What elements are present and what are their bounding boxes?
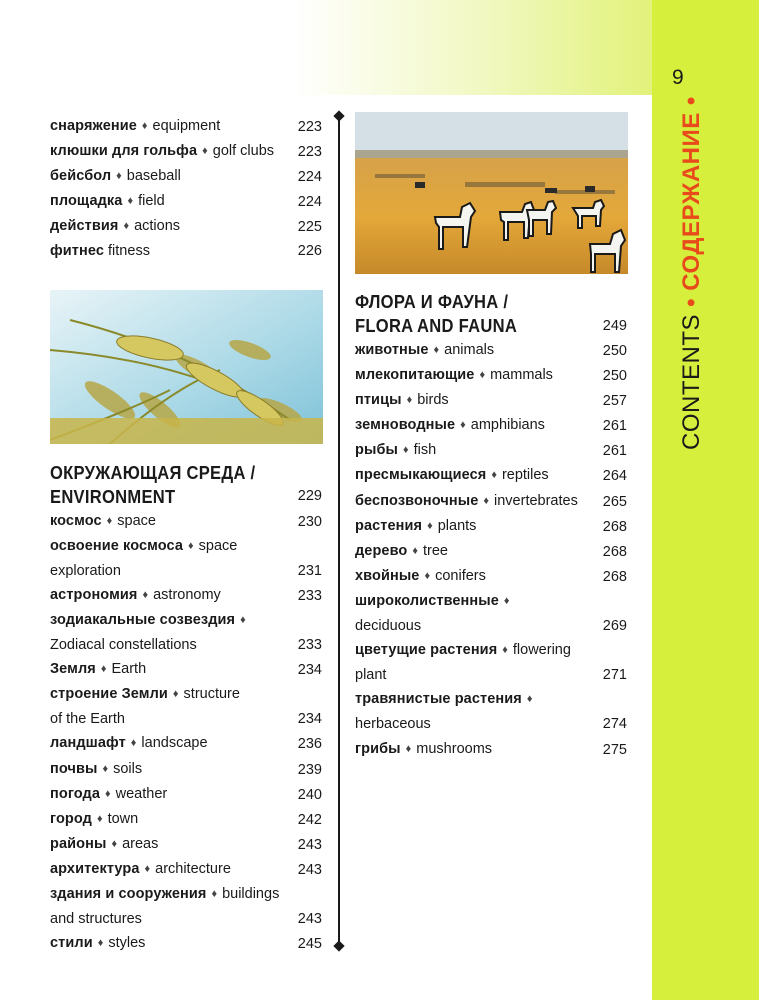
toc-entry-page: 231 <box>297 562 322 579</box>
toc-entry[interactable] <box>50 782 322 807</box>
toc-entry[interactable] <box>50 882 322 931</box>
diamond-separator-icon: ♦ <box>144 862 151 875</box>
toc-entry-en-cont: of the Earth <box>50 711 125 728</box>
diamond-separator-icon: ♦ <box>240 613 246 626</box>
toc-entry[interactable] <box>355 539 627 564</box>
toc-entry-page: 265 <box>602 493 627 510</box>
toc-entry-ru: астрономия <box>50 586 138 603</box>
divider-bottom-cap-icon <box>333 940 344 951</box>
toc-entry[interactable] <box>355 463 627 488</box>
toc-entry-ru: растения <box>355 517 423 534</box>
toc-entry-en: fish <box>413 442 437 459</box>
toc-entry-ru: ландшафт <box>50 735 126 752</box>
toc-entry[interactable] <box>355 589 627 638</box>
toc-entry-page: 223 <box>297 144 322 161</box>
toc-entry-en: baseball <box>126 168 181 185</box>
toc-entry-en: reptiles <box>501 467 549 484</box>
toc-entry-ru: животные <box>355 342 429 358</box>
toc-entry-ru: город <box>50 810 92 827</box>
toc-entry-en: tree <box>423 542 448 559</box>
toc-entry-page: 269 <box>602 618 627 635</box>
diamond-separator-icon: ♦ <box>202 145 208 158</box>
toc-entry[interactable] <box>50 682 322 731</box>
toc-entry-en: conifers <box>435 567 486 584</box>
toc-entry-ru: грибы <box>355 740 401 757</box>
toc-entry-en: invertebrates <box>494 492 578 509</box>
contents-title-ru: СОДЕРЖАНИЕ <box>678 112 705 291</box>
toc-entry[interactable] <box>355 363 627 388</box>
toc-entry[interactable] <box>50 807 322 832</box>
toc-entry-page: 229 <box>297 488 322 505</box>
toc-entry-page: 243 <box>297 911 322 928</box>
photo-spacer <box>50 264 322 461</box>
bullet-icon: • <box>678 96 705 106</box>
diamond-separator-icon: ♦ <box>211 887 218 900</box>
toc-entry-page: 243 <box>297 836 322 853</box>
diamond-separator-icon: ♦ <box>502 644 508 657</box>
toc-entry-en: amphibians <box>470 417 545 434</box>
toc-entry-page: 224 <box>297 194 322 211</box>
diamond-separator-icon: ♦ <box>479 369 486 382</box>
toc-entry-en: mushrooms <box>416 740 493 757</box>
toc-entry-en: actions <box>134 218 181 235</box>
toc-entry-en: plants <box>437 517 477 534</box>
diamond-separator-icon: ♦ <box>100 663 107 676</box>
diamond-separator-icon: ♦ <box>141 120 148 132</box>
toc-entry-ru: бейсбол <box>50 168 112 185</box>
diamond-separator-icon: ♦ <box>406 394 413 407</box>
diamond-separator-icon: ♦ <box>503 594 510 607</box>
diamond-separator-icon: ♦ <box>424 569 431 582</box>
toc-entry-en: golf clubs <box>212 143 275 160</box>
toc-entry-en: fitness <box>108 243 150 260</box>
toc-entry-en-cont: and structures <box>50 911 142 928</box>
contents-title-en: CONTENTS <box>678 314 705 450</box>
toc-entry-page: 236 <box>297 736 322 753</box>
header-gradient-band <box>0 0 652 95</box>
toc-entry-page: 234 <box>297 711 322 728</box>
toc-entry-page: 264 <box>602 468 627 485</box>
diamond-separator-icon: ♦ <box>116 170 122 183</box>
toc-entry-ru: птицы <box>355 392 402 409</box>
toc-entry-ru: освоение космоса <box>50 537 184 554</box>
section-title-ru: ОКРУЖАЮЩАЯ СРЕДА / <box>50 462 256 483</box>
divider-top-cap-icon <box>333 110 344 121</box>
toc-entry[interactable] <box>355 514 627 539</box>
toc-entry-en: birds <box>417 392 449 409</box>
toc-entry-en-cont: deciduous <box>355 618 422 635</box>
toc-entry-page: 261 <box>602 418 627 435</box>
toc-entry-ru: цветущие растения <box>355 642 498 659</box>
toc-entry-ru: районы <box>50 835 107 852</box>
toc-entry[interactable] <box>355 737 627 762</box>
toc-entry[interactable] <box>355 687 627 736</box>
left-contents-column <box>50 114 322 956</box>
toc-entry-page: 245 <box>297 936 322 953</box>
toc-entry-page: 239 <box>297 761 322 778</box>
toc-entry-page: 250 <box>602 343 627 359</box>
toc-entry-page: 268 <box>602 568 627 585</box>
toc-entry[interactable] <box>50 509 322 534</box>
toc-entry-en: weather <box>115 785 168 802</box>
toc-entry-ru: зодиакальные созвездия <box>50 611 236 628</box>
toc-entry-ru: дерево <box>355 542 408 559</box>
diamond-separator-icon: ♦ <box>106 514 113 527</box>
toc-entry-ru: млекопитающие <box>355 367 475 384</box>
diamond-separator-icon: ♦ <box>130 737 137 750</box>
toc-entry-ru: травянистые растения <box>355 691 522 708</box>
diamond-separator-icon: ♦ <box>526 693 533 706</box>
toc-entry-ru: пресмыкающиеся <box>355 467 487 484</box>
zebras-savanna-photo <box>355 112 628 274</box>
toc-entry-en: landscape <box>141 735 208 752</box>
toc-entry-ru: почвы <box>50 760 98 777</box>
toc-entry-ru: космос <box>50 512 102 529</box>
toc-entry[interactable] <box>50 239 322 263</box>
section-heading-flora-fauna[interactable] <box>355 290 627 338</box>
diamond-separator-icon: ♦ <box>172 688 179 701</box>
toc-entry[interactable] <box>355 438 627 463</box>
toc-entry-en: areas <box>122 835 159 852</box>
toc-entry-ru: строение Земли <box>50 686 168 703</box>
toc-entry-ru: земноводные <box>355 417 456 434</box>
toc-entry-en: structure <box>183 686 240 703</box>
diamond-separator-icon: ♦ <box>102 762 109 775</box>
toc-entry[interactable] <box>355 388 627 413</box>
toc-entry-page: 233 <box>297 637 322 654</box>
section-title-en: FLORA AND FAUNA <box>355 316 518 336</box>
toc-entry-page: 226 <box>297 243 322 260</box>
diamond-separator-icon: ♦ <box>111 837 118 850</box>
toc-entry[interactable] <box>50 931 322 956</box>
diamond-separator-icon: ♦ <box>412 544 418 557</box>
toc-entry[interactable] <box>50 657 322 682</box>
diamond-separator-icon: ♦ <box>427 519 433 532</box>
toc-entry-en: architecture <box>155 860 231 877</box>
contents-vertical-title <box>678 96 706 450</box>
toc-entry-ru: здания и сооружения <box>50 885 207 902</box>
diamond-separator-icon: ♦ <box>433 344 440 356</box>
toc-entry-ru: беспозвоночные <box>355 492 479 509</box>
toc-entry-ru: стили <box>50 935 93 952</box>
toc-entry-page: 223 <box>297 119 322 135</box>
toc-entry-en: field <box>138 193 165 210</box>
toc-entry-ru: действия <box>50 218 119 235</box>
toc-entry[interactable] <box>50 583 322 608</box>
toc-entry-en: styles <box>108 935 146 952</box>
diamond-separator-icon: ♦ <box>96 812 103 825</box>
toc-entry-page: 225 <box>297 219 322 236</box>
toc-entry[interactable] <box>355 413 627 438</box>
toc-entry-page: 271 <box>602 667 627 684</box>
toc-entry-ru: рыбы <box>355 442 398 459</box>
toc-entry[interactable] <box>50 164 322 189</box>
toc-entry-en-cont: plant <box>355 667 387 684</box>
column-divider <box>338 116 340 946</box>
bullet-icon: • <box>678 290 705 307</box>
toc-entry-page: 234 <box>297 662 322 679</box>
diamond-separator-icon: ♦ <box>105 787 111 800</box>
toc-entry-en: animals <box>444 342 495 358</box>
toc-entry-page: 275 <box>602 741 627 758</box>
toc-entry-page: 242 <box>297 811 322 828</box>
diamond-separator-icon: ♦ <box>483 494 490 507</box>
toc-entry-page: 261 <box>602 443 627 460</box>
toc-entry-page: 249 <box>602 317 627 334</box>
diamond-separator-icon: ♦ <box>127 195 134 208</box>
toc-entry[interactable] <box>50 731 322 756</box>
diamond-separator-icon: ♦ <box>491 469 497 482</box>
toc-entry-page: 243 <box>297 861 322 878</box>
toc-entry-en: space <box>117 512 156 529</box>
toc-entry-ru: фитнес <box>50 243 104 260</box>
diamond-separator-icon: ♦ <box>460 419 466 432</box>
toc-entry-ru: архитектура <box>50 860 140 877</box>
toc-entry-en: equipment <box>152 118 221 134</box>
toc-entry-ru: широколиственные <box>355 592 499 609</box>
toc-entry-en: astronomy <box>153 586 221 603</box>
toc-entry[interactable] <box>355 489 627 514</box>
toc-entry[interactable] <box>50 214 322 239</box>
toc-entry-page: 230 <box>297 513 322 530</box>
diamond-separator-icon: ♦ <box>402 444 409 457</box>
toc-entry-en: soils <box>113 760 143 777</box>
toc-entry-ru: хвойные <box>355 567 420 584</box>
toc-entry-en-cont: exploration <box>50 562 121 579</box>
toc-entry-en-cont: herbaceous <box>355 716 431 733</box>
toc-entry-en: Earth <box>111 661 147 678</box>
toc-entry-ru: Земля <box>50 661 96 678</box>
toc-entry-ru: клюшки для гольфа <box>50 143 198 160</box>
toc-entry[interactable] <box>355 638 627 687</box>
toc-entry-page: 224 <box>297 169 322 186</box>
toc-entry-en-cont: Zodiacal constellations <box>50 637 197 654</box>
toc-entry-page: 268 <box>602 518 627 535</box>
toc-entry-page: 268 <box>602 543 627 560</box>
toc-entry-page: 257 <box>602 393 627 410</box>
toc-entry-en: buildings <box>222 885 280 902</box>
diamond-separator-icon: ♦ <box>188 539 194 552</box>
toc-entry[interactable] <box>50 857 322 882</box>
toc-entry-en: town <box>107 810 139 827</box>
toc-entry[interactable] <box>50 534 322 583</box>
diamond-separator-icon: ♦ <box>97 937 104 950</box>
toc-entry-page: 250 <box>602 368 627 385</box>
toc-group-sports <box>50 114 322 264</box>
toc-entry-en: flowering <box>512 642 571 659</box>
toc-entry[interactable] <box>50 757 322 782</box>
toc-entry[interactable] <box>50 189 322 214</box>
toc-entry-page: 240 <box>297 786 322 803</box>
diamond-separator-icon: ♦ <box>142 588 149 601</box>
section-heading-environment[interactable] <box>50 461 322 509</box>
toc-entry-ru: погода <box>50 785 100 802</box>
toc-entry-page: 233 <box>297 587 322 604</box>
page-number: 9 <box>672 66 684 89</box>
toc-entry[interactable] <box>50 608 322 657</box>
section-title-ru: ФЛОРА И ФАУНА / <box>355 292 509 312</box>
toc-entry-ru: площадка <box>50 193 123 210</box>
diamond-separator-icon: ♦ <box>405 742 412 755</box>
toc-entry-ru: снаряжение <box>50 118 137 134</box>
toc-entry-en: space <box>198 537 238 554</box>
toc-entry[interactable] <box>355 564 627 589</box>
section-title-en: ENVIRONMENT <box>50 486 176 507</box>
toc-entry[interactable] <box>50 114 322 139</box>
right-contents-column <box>355 290 627 762</box>
toc-entry-page: 274 <box>602 716 627 733</box>
diamond-separator-icon: ♦ <box>123 220 130 233</box>
toc-entry-en: mammals <box>490 367 553 384</box>
toc-entry[interactable] <box>50 832 322 857</box>
toc-entry[interactable] <box>355 338 627 363</box>
toc-entry[interactable] <box>50 139 322 164</box>
